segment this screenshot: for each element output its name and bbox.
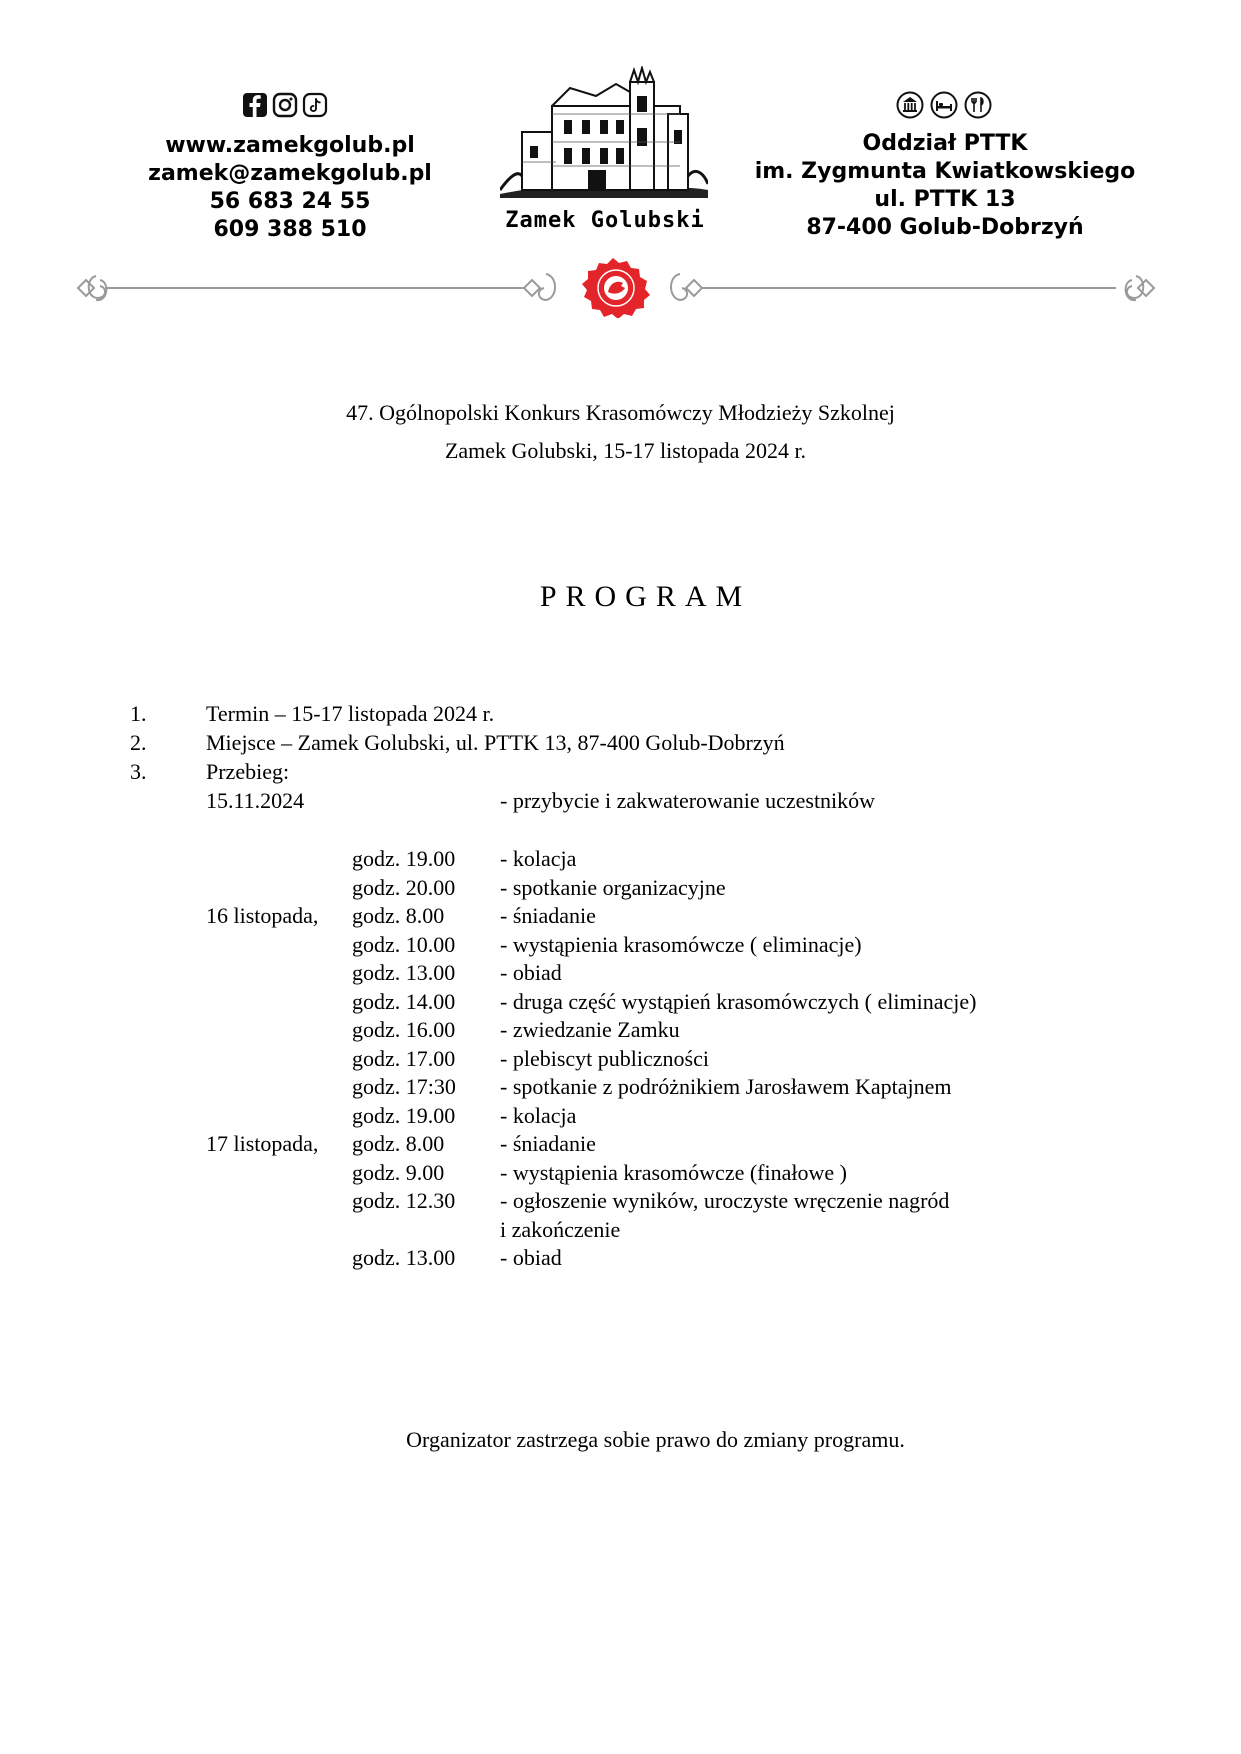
schedule-day: 17 listopada,	[206, 1131, 319, 1156]
contact-block	[130, 132, 450, 244]
ornamental-divider	[76, 258, 1156, 318]
schedule-time: godz. 17.00	[352, 1046, 456, 1071]
social-icons	[242, 92, 328, 118]
email-link[interactable]: zamek@zamekgolub.pl	[148, 161, 432, 186]
program-heading: PROGRAM	[539, 580, 752, 613]
schedule-time: godz. 14.00	[352, 989, 456, 1014]
schedule-time: godz. 17:30	[352, 1074, 456, 1099]
list-number: 1.	[130, 701, 147, 726]
schedule-desc: i zakończenie	[500, 1217, 621, 1242]
schedule-time: godz. 16.00	[352, 1017, 456, 1042]
instagram-icon[interactable]	[272, 92, 298, 118]
schedule-time: godz. 12.30	[352, 1188, 456, 1213]
contest-venue-date: Zamek Golubski, 15-17 listopada 2024 r.	[444, 438, 807, 463]
schedule-time: godz. 8.00	[352, 903, 445, 928]
schedule-desc: - spotkanie organizacyjne	[500, 875, 726, 900]
list-number: 2.	[130, 730, 147, 755]
schedule-desc: - ogłoszenie wyników, uroczyste wręczenie nagród	[500, 1188, 950, 1213]
schedule-time: godz. 9.00	[352, 1160, 445, 1185]
schedule-desc: - druga część wystąpień krasomówczych ( eliminacje)	[500, 989, 977, 1014]
schedule-time: godz. 19.00	[352, 846, 456, 871]
postal-address: 87-400 Golub-Dobrzyń	[806, 215, 1084, 240]
website-link[interactable]: www.zamekgolub.pl	[165, 133, 415, 158]
schedule-desc: - wystąpienia krasomówcze ( eliminacje)	[500, 932, 862, 957]
contest-title: 47. Ogólnopolski Konkurs Krasomówczy Młodzieży Szkolnej	[346, 400, 895, 425]
street-address: ul. PTTK 13	[874, 187, 1016, 212]
schedule-desc: - spotkanie z podróżnikiem Jarosławem Kaptajnem	[500, 1074, 952, 1099]
list-item-schedule: Przebieg:	[206, 759, 290, 784]
list-item-date: Termin – 15-17 listopada 2024 r.	[206, 701, 495, 726]
schedule-desc: - obiad	[500, 960, 562, 985]
museum-icon	[896, 91, 924, 119]
schedule-desc: - śniadanie	[500, 1131, 596, 1156]
schedule-desc: - zwiedzanie Zamku	[500, 1017, 680, 1042]
tiktok-icon[interactable]	[302, 92, 328, 118]
org-patron: im. Zygmunta Kwiatkowskiego	[754, 159, 1136, 184]
list-item-place: Miejsce – Zamek Golubski, ul. PTTK 13, 87-400 Golub-Dobrzyń	[206, 730, 785, 755]
schedule-desc: - kolacja	[500, 846, 577, 871]
arrival-date: 15.11.2024	[206, 788, 305, 813]
schedule-desc: - plebiscyt publiczności	[500, 1046, 709, 1071]
schedule-time: godz. 13.00	[352, 960, 456, 985]
schedule-time: godz. 10.00	[352, 932, 456, 957]
phone-number: 609 388 510	[213, 217, 367, 242]
list-number: 3.	[130, 759, 147, 784]
logo-wordmark: Zamek Golubski	[505, 208, 705, 233]
castle-logo	[500, 66, 708, 198]
schedule-desc: - kolacja	[500, 1103, 577, 1128]
footer-note: Organizator zastrzega sobie prawo do zmiany programu.	[406, 1427, 905, 1452]
schedule-time: godz. 8.00	[352, 1131, 445, 1156]
amenity-icons	[896, 91, 992, 119]
bed-icon	[930, 91, 958, 119]
schedule-desc: - obiad	[500, 1245, 562, 1270]
pttk-seal-icon	[582, 258, 650, 318]
schedule-desc: - śniadanie	[500, 903, 596, 928]
org-name: Oddział PTTK	[862, 131, 1028, 156]
arrival-desc: - przybycie i zakwaterowanie uczestników	[500, 788, 876, 813]
schedule-time: godz. 19.00	[352, 1103, 456, 1128]
schedule-time: godz. 13.00	[352, 1245, 456, 1270]
schedule-day: 16 listopada,	[206, 903, 319, 928]
facebook-icon[interactable]	[242, 92, 268, 118]
address-block	[745, 130, 1145, 242]
schedule-desc: - wystąpienia krasomówcze (finałowe )	[500, 1160, 847, 1185]
phone-number: 56 683 24 55	[209, 189, 371, 214]
restaurant-icon	[964, 91, 992, 119]
schedule-time: godz. 20.00	[352, 875, 456, 900]
